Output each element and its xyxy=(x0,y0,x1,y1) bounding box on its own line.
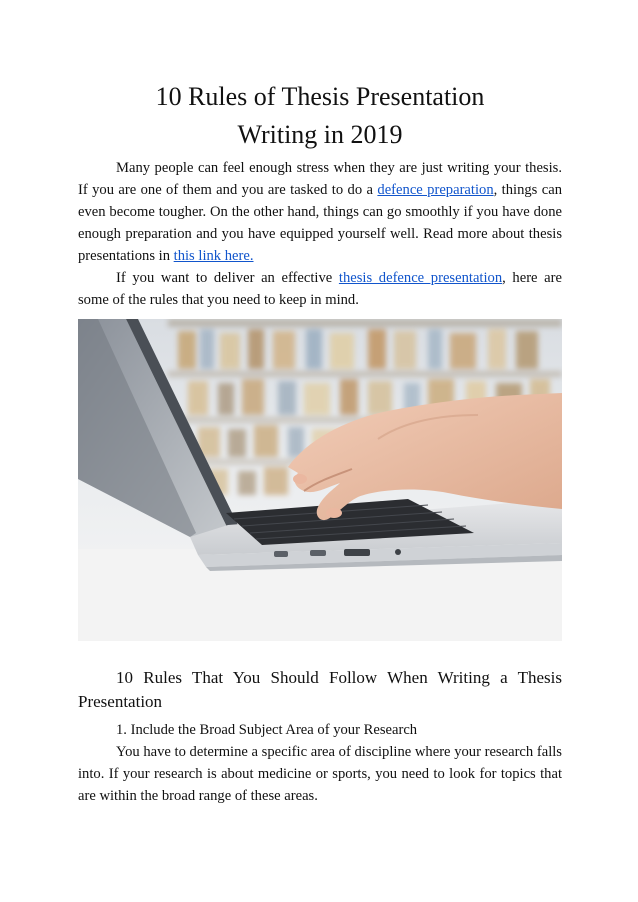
document-title xyxy=(78,0,562,154)
document-page xyxy=(78,0,562,807)
section-heading: 10 Rules That You Should Follow When Writing a Thesis Presentation xyxy=(78,668,562,711)
rule-1-heading: 1. Include the Broad Subject Area of your Research xyxy=(116,722,418,738)
intro-paragraph-2 xyxy=(78,267,562,311)
defence-preparation-link[interactable]: defence preparation xyxy=(377,182,494,198)
intro-text: , here are some of the rules that you need to keep in mind. xyxy=(78,270,562,308)
intro-text: Many people can feel enough stress when they are just writing your thesis. If you are one of them and you are tasked to do a xyxy=(78,160,562,198)
intro-paragraph-1 xyxy=(78,157,562,267)
title-line-1: 10 Rules of Thesis Presentation xyxy=(155,82,485,111)
intro-text: , things can even become tougher. On the other hand, things can go smoothly if you have done enough preparation and you have equipped yourself well. Read more about thesis presentations in xyxy=(78,182,562,264)
this-link-here-link[interactable]: this link here. xyxy=(173,248,254,264)
intro-text: If you want to deliver an effective xyxy=(116,270,339,286)
rule-1-body: You have to determine a specific area of discipline where your research falls into. If your research is about medicine or sports, you need to look for topics that are within the broad range of these areas. xyxy=(78,744,562,804)
thesis-defence-presentation-link[interactable]: thesis defence presentation xyxy=(338,270,503,286)
laptop-typing-photo xyxy=(78,319,562,641)
title-line-2: Writing in 2019 xyxy=(237,120,403,149)
